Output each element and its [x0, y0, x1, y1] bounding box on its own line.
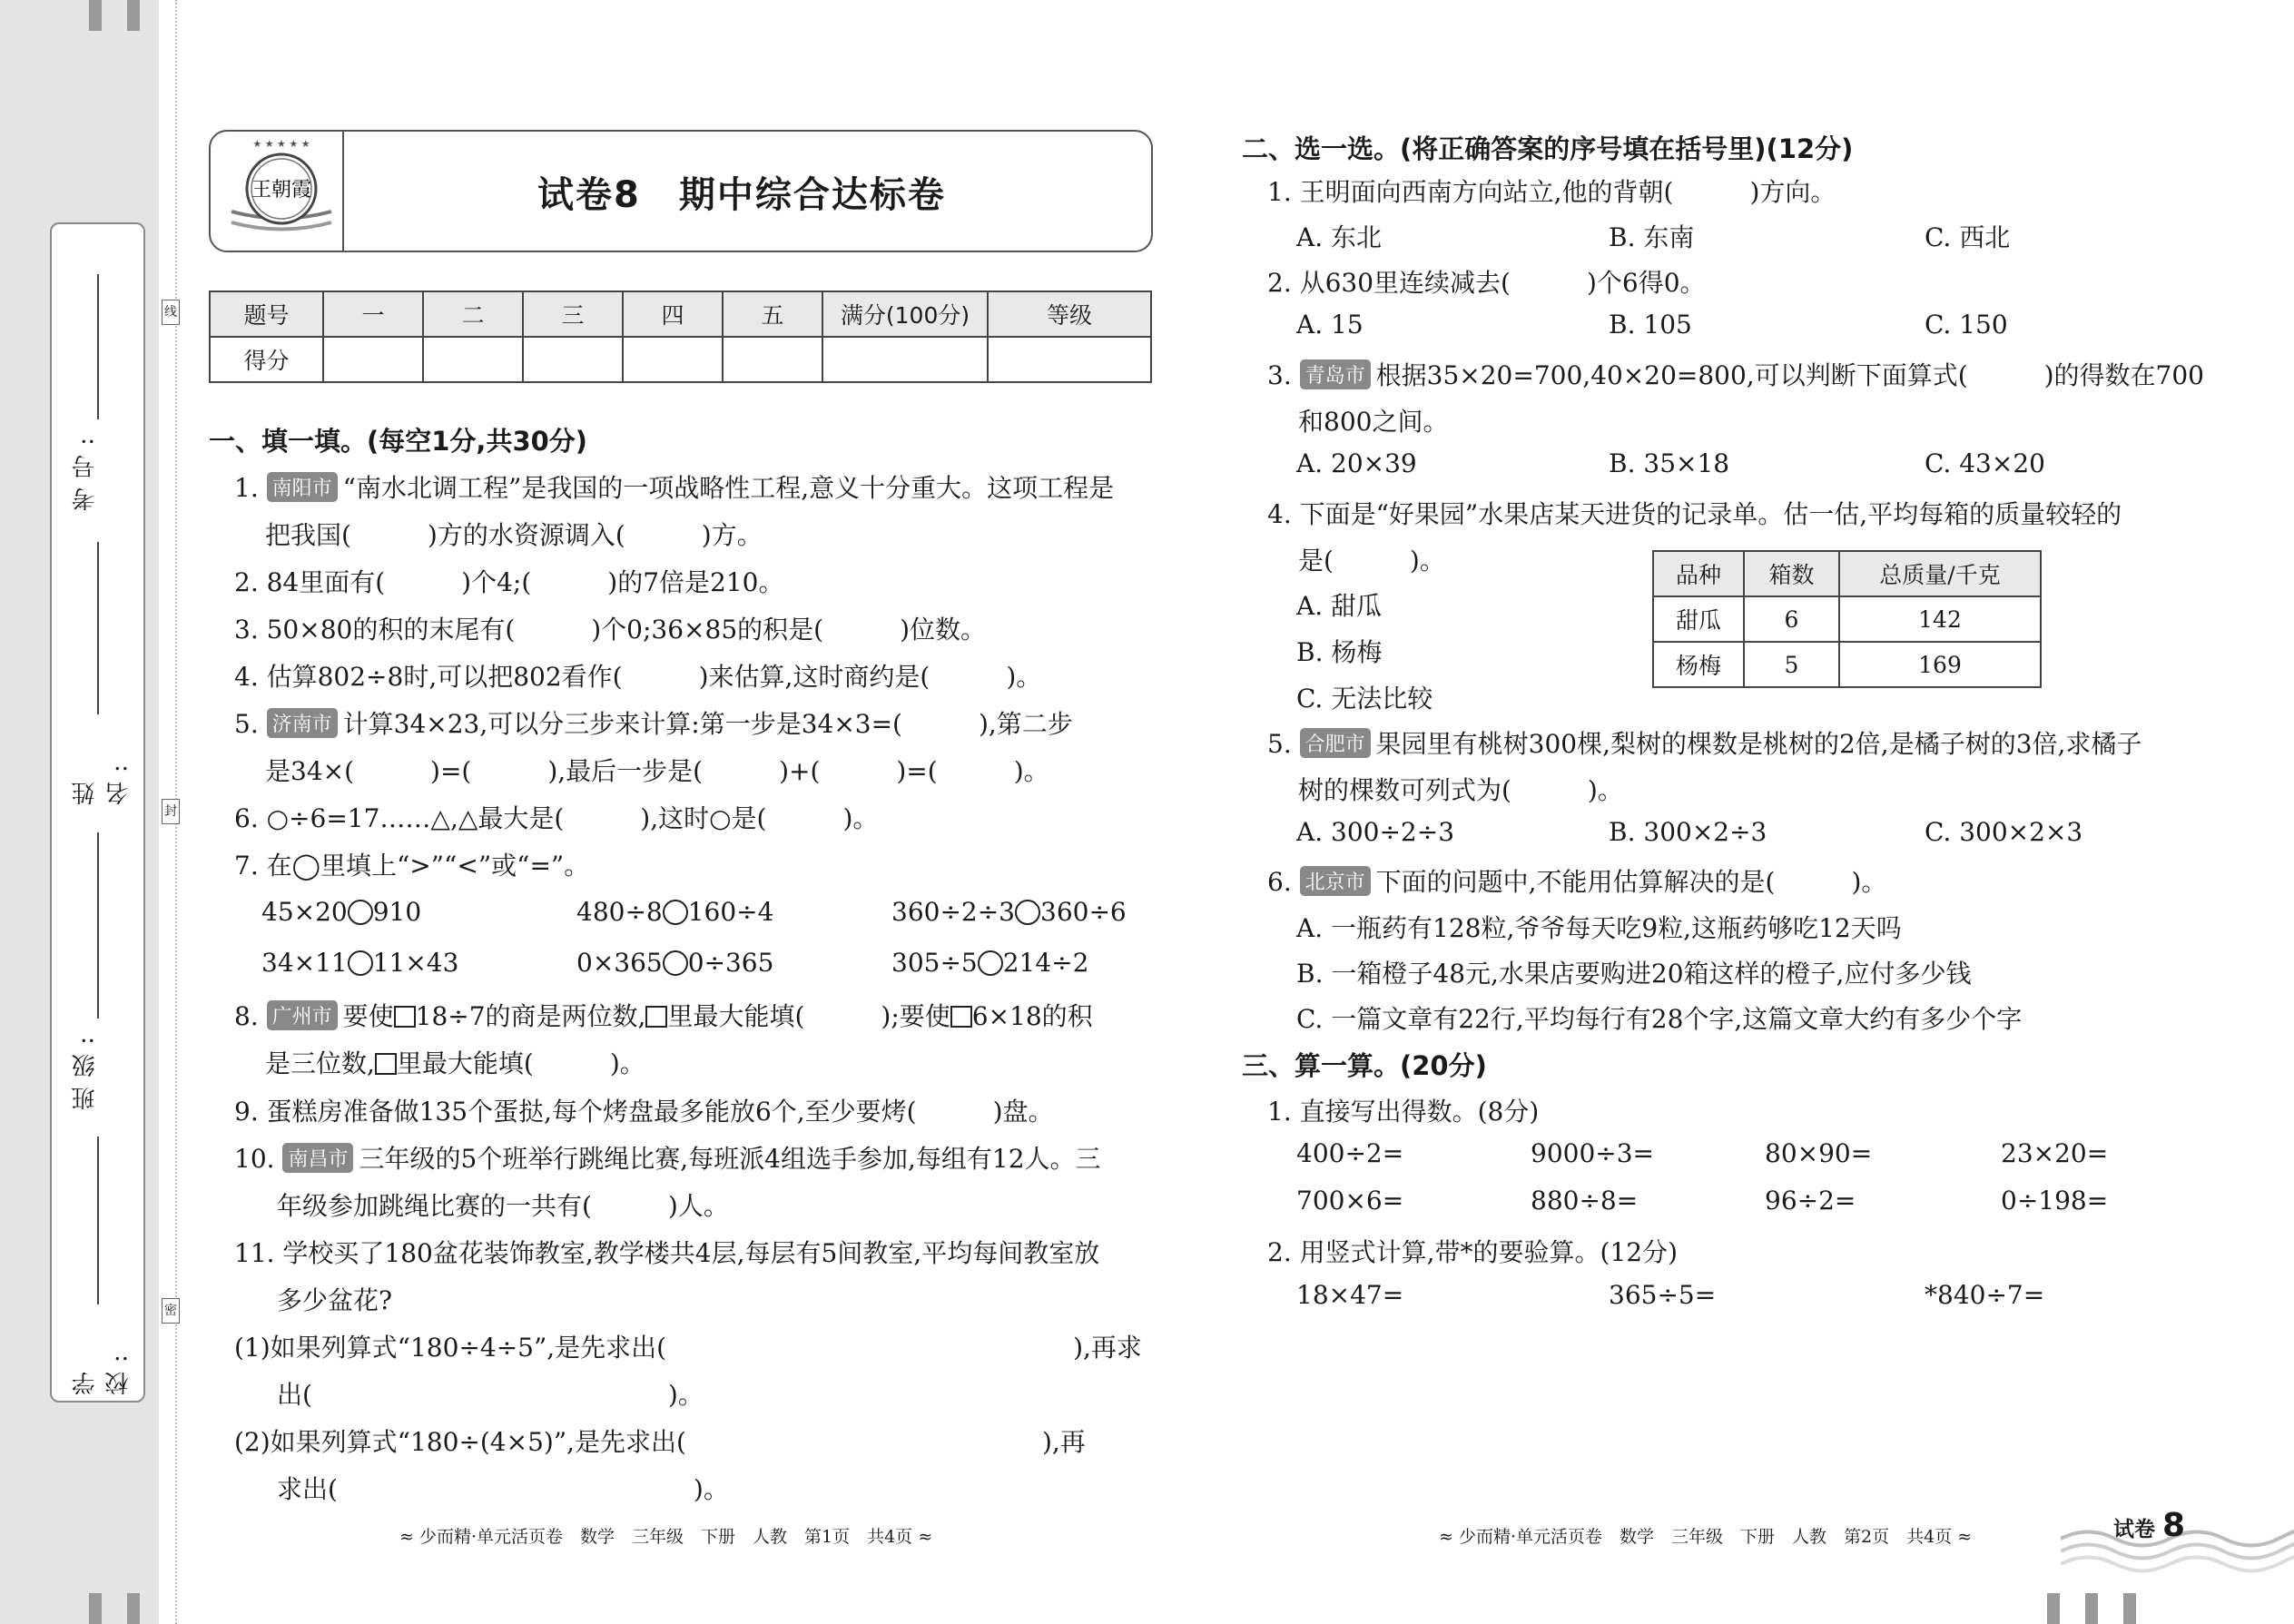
compare-item: 360÷2÷3 360÷6 — [891, 897, 1127, 927]
s2-question-6: 6. 北京市 下面的问题中,不能用估算解决的是( )。 — [1267, 867, 1887, 897]
s1-question-3: 3. 50×80的积的末尾有( )个0;36×85的积是( )位数。 — [234, 615, 986, 645]
option[interactable]: A. 一瓶药有128粒,爷爷每天吃9粒,这瓶药够吃12天吗 — [1296, 913, 1902, 943]
score-row-label: 得分 — [210, 337, 323, 382]
registration-bar — [89, 1593, 102, 1624]
fruit-cell: 甜瓜 — [1653, 596, 1744, 642]
score-header-cell: 等级 — [988, 291, 1151, 337]
question-text: 果园里有桃树300棵,梨树的棵数是桃树的2倍,是橘子树的3倍,求橘子 — [1375, 729, 2142, 759]
s1-question-11-line2: 多少盆花? — [277, 1285, 393, 1315]
region-tag: 济南市 — [267, 708, 338, 738]
cut-mark: 密 — [162, 1298, 180, 1324]
calc-item: 0÷198= — [2001, 1186, 2109, 1216]
score-cell[interactable] — [623, 337, 723, 382]
registration-bar — [2085, 1593, 2098, 1624]
s3-question-2: 2. 用竖式计算,带*的要验算。(12分) — [1267, 1237, 1678, 1267]
compare-circle[interactable] — [663, 900, 688, 925]
region-tag: 合肥市 — [1300, 728, 1371, 758]
option[interactable]: B. 东南 — [1609, 222, 1695, 252]
school-label: 学校: — [72, 1345, 133, 1395]
s1-question-9: 9. 蛋糕房准备做135个蛋挞,每个烤盘最多能放6个,至少要烤( )盘。 — [234, 1097, 1054, 1127]
svg-text:★ ★ ★ ★ ★: ★ ★ ★ ★ ★ — [252, 139, 310, 150]
calc-item: 880÷8= — [1531, 1186, 1639, 1216]
name-line — [97, 542, 99, 714]
option[interactable]: A. 20×39 — [1296, 448, 1417, 478]
exam-number-badge: 试卷 8 — [2113, 1507, 2186, 1544]
calc-item: 23×20= — [2001, 1138, 2109, 1168]
s2-question-4-line1: 4. 下面是“好果园”水果店某天进货的记录单。估一估,平均每箱的质量较轻的 — [1267, 499, 2122, 529]
compare-circle[interactable] — [348, 950, 373, 976]
s1-question-6: 6. ○÷6=17……△,△最大是( ),这时○是( )。 — [234, 803, 879, 833]
score-cell[interactable] — [988, 337, 1151, 382]
option[interactable]: C. 一篇文章有22行,平均每行有28个字,这篇文章大约有多少个字 — [1296, 1004, 2023, 1034]
name-field[interactable] — [52, 533, 147, 805]
option[interactable]: B. 300×2÷3 — [1609, 817, 1767, 847]
option[interactable]: A. 15 — [1296, 310, 1364, 340]
section-3-title: 三、算一算。(20分) — [1242, 1050, 1487, 1081]
region-tag: 南阳市 — [267, 472, 338, 502]
calc-item: 700×6= — [1296, 1186, 1404, 1216]
fruit-table-row — [1653, 642, 2041, 687]
score-header-cell: 四 — [623, 291, 723, 337]
section-1-title: 一、填一填。(每空1分,共30分) — [209, 426, 588, 457]
fruit-header-cell: 品种 — [1653, 551, 1744, 596]
s2-question-4-line2: 是( )。 — [1298, 546, 1445, 576]
exam-number-field[interactable] — [52, 261, 147, 515]
s2-question-3-line2: 和800之间。 — [1298, 407, 1449, 437]
score-cell[interactable] — [723, 337, 822, 382]
registration-bar — [127, 0, 140, 31]
score-table — [209, 290, 1152, 383]
registration-bar — [2047, 1593, 2060, 1624]
fruit-cell: 6 — [1744, 596, 1839, 642]
registration-bar — [127, 1593, 140, 1624]
question-text: 三年级的5个班举行跳绳比赛,每班派4组选手参加,每组有12人。三 — [359, 1144, 1101, 1174]
score-table-header-row — [210, 291, 1151, 337]
option[interactable]: C. 无法比较 — [1296, 684, 1433, 714]
option[interactable]: B. 一箱橙子48元,水果店要购进20箱这样的橙子,应付多少钱 — [1296, 959, 1972, 989]
blank-square[interactable] — [394, 1006, 416, 1028]
compare-circle[interactable] — [348, 900, 373, 925]
footer-left: ≈ 少而精·单元活页卷 数学 三年级 下册 人教 第1页 共4页 ≈ — [399, 1527, 933, 1547]
calc-item: 400÷2= — [1296, 1138, 1404, 1168]
score-cell[interactable] — [822, 337, 988, 382]
s1-question-10-line1: 10. 南昌市 三年级的5个班举行跳绳比赛,每班派4组选手参加,每组有12人。三 — [234, 1144, 1101, 1174]
score-header-cell: 五 — [723, 291, 822, 337]
region-tag: 南昌市 — [282, 1143, 353, 1173]
binding-strip — [0, 0, 159, 1624]
score-header-cell: 三 — [523, 291, 623, 337]
compare-item: 34×11 11×43 — [261, 948, 459, 978]
option[interactable]: C. 西北 — [1925, 222, 2011, 252]
score-header-cell: 题号 — [210, 291, 323, 337]
exam-title: 试卷8 期中综合达标卷 — [537, 174, 946, 216]
s2-question-5-line1: 5. 合肥市 果园里有桃树300棵,梨树的棵数是桃树的2倍,是橘子树的3倍,求橘子 — [1267, 729, 2142, 759]
compare-item: 0×365 0÷365 — [576, 948, 774, 978]
s1-question-5-line2: 是34×( )=( ),最后一步是( )+( )=( )。 — [265, 756, 1049, 786]
section-2-title: 二、选一选。(将正确答案的序号填在括号里)(12分) — [1242, 133, 1854, 164]
s1-question-11-part1: (1)如果列算式“180÷4÷5”,是先求出( ),再求 — [234, 1333, 1142, 1363]
score-cell[interactable] — [323, 337, 423, 382]
fruit-cell: 169 — [1839, 642, 2041, 687]
s1-question-10-line2: 年级参加跳绳比赛的一共有( )人。 — [277, 1191, 729, 1221]
region-tag: 青岛市 — [1300, 359, 1371, 389]
logo-text: 王朝霞 — [251, 179, 312, 202]
registration-bar — [2123, 1593, 2136, 1624]
question-text: 根据35×20=700,40×20=800,可以判断下面算式( )的得数在700 — [1375, 360, 2204, 390]
calc-item: 9000÷3= — [1531, 1138, 1654, 1168]
fruit-cell: 5 — [1744, 642, 1839, 687]
option[interactable]: C. 43×20 — [1925, 448, 2045, 478]
class-label: 班级: — [72, 1028, 99, 1110]
class-line — [97, 832, 99, 1019]
option[interactable]: B. 105 — [1609, 310, 1692, 340]
score-cell[interactable] — [523, 337, 623, 382]
publisher-logo — [227, 139, 336, 243]
cut-mark: 封 — [162, 799, 180, 824]
score-table-score-row — [210, 337, 1151, 382]
compare-item: 45×20 910 — [261, 897, 422, 927]
question-text: 下面的问题中,不能用估算解决的是( )。 — [1375, 867, 1887, 897]
exam-number-line — [97, 274, 99, 419]
fruit-table-header-row — [1653, 551, 2041, 596]
school-field[interactable] — [52, 1132, 147, 1395]
score-cell[interactable] — [423, 337, 523, 382]
option[interactable]: A. 甜瓜 — [1296, 591, 1383, 621]
fruit-record-table — [1652, 550, 2042, 688]
region-tag: 广州市 — [267, 1000, 338, 1030]
calc-item: 80×90= — [1765, 1138, 1873, 1168]
name-label: 姓名: — [72, 755, 133, 805]
option[interactable]: A. 300÷2÷3 — [1296, 817, 1455, 847]
s1-question-11-line1: 11. 学校买了180盆花装饰教室,教学楼共4层,每层有5间教室,平均每间教室放 — [234, 1238, 1100, 1268]
compare-circle[interactable] — [663, 950, 688, 976]
s2-question-5-line2: 树的棵数可列式为( )。 — [1298, 775, 1623, 805]
school-line — [97, 1137, 99, 1304]
logo-divider — [342, 132, 344, 251]
s1-question-1-line1: 1. 南阳市 “南水北调工程”是我国的一项战略性工程,意义十分重大。这项工程是 — [234, 473, 1115, 503]
fruit-header-cell: 总质量/千克 — [1839, 551, 2041, 596]
calc-item: 365÷5= — [1609, 1280, 1717, 1310]
fruit-cell: 142 — [1839, 596, 2041, 642]
blank-square[interactable] — [645, 1006, 667, 1028]
calc-item: 96÷2= — [1765, 1186, 1856, 1216]
footer-right: ≈ 少而精·单元活页卷 数学 三年级 下册 人教 第2页 共4页 ≈ — [1439, 1527, 1973, 1547]
score-header-cell: 满分(100分) — [822, 291, 988, 337]
s1-question-11-part1-cont: 出( )。 — [277, 1380, 704, 1410]
score-header-cell: 二 — [423, 291, 523, 337]
s1-question-2: 2. 84里面有( )个4;( )的7倍是210。 — [234, 567, 784, 597]
fruit-table-row — [1653, 596, 2041, 642]
s2-question-1: 1. 王明面向西南方向站立,他的背朝( )方向。 — [1267, 177, 1836, 207]
s1-question-8-line2: 是三位数, 里最大能填( )。 — [265, 1048, 645, 1078]
fruit-header-cell: 箱数 — [1744, 551, 1839, 596]
option[interactable]: B. 杨梅 — [1296, 637, 1383, 667]
s1-question-8-line1: 8. 广州市 要使 18÷7的商是两位数, 里最大能填( );要使 6×18的积 — [234, 1001, 1093, 1031]
compare-item: 480÷8 160÷4 — [576, 897, 774, 927]
s3-question-1: 1. 直接写出得数。(8分) — [1267, 1097, 1540, 1127]
s1-question-5-line1: 5. 济南市 计算34×23,可以分三步来计算:第一步是34×3=( ),第二步 — [234, 709, 1073, 739]
s1-question-11-part2-cont: 求出( )。 — [277, 1474, 729, 1504]
registration-bar — [89, 0, 102, 31]
s1-question-4: 4. 估算802÷8时,可以把802看作( )来估算,这时商约是( )。 — [234, 662, 1042, 692]
calc-item: *840÷7= — [1925, 1280, 2045, 1310]
s1-question-7: 7. 在◯里填上“>”“<”或“=”。 — [234, 851, 590, 881]
compare-circle[interactable] — [978, 950, 1003, 976]
compare-circle[interactable] — [1015, 900, 1040, 925]
calc-item: 18×47= — [1296, 1280, 1404, 1310]
student-info-panel — [50, 222, 145, 1403]
exam-number-label: 考号: — [72, 428, 99, 511]
option[interactable]: B. 35×18 — [1609, 448, 1730, 478]
cut-mark: 线 — [162, 300, 180, 325]
score-header-cell: 一 — [323, 291, 423, 337]
s2-question-2: 2. 从630里连续减去( )个6得0。 — [1267, 268, 1706, 298]
option[interactable]: C. 150 — [1925, 310, 2008, 340]
s1-question-11-part2: (2)如果列算式“180÷(4×5)”,是先求出( ),再 — [234, 1427, 1086, 1457]
question-text: “南水北调工程”是我国的一项战略性工程,意义十分重大。这项工程是 — [342, 473, 1115, 503]
s1-question-1-line2: 把我国( )方的水资源调入( )方。 — [265, 520, 763, 550]
compare-item: 305÷5 214÷2 — [891, 948, 1089, 978]
blank-square[interactable] — [950, 1006, 972, 1028]
title-box — [209, 130, 1153, 252]
option[interactable]: A. 东北 — [1296, 222, 1383, 252]
region-tag: 北京市 — [1300, 866, 1371, 896]
fruit-cell: 杨梅 — [1653, 642, 1744, 687]
blank-square[interactable] — [375, 1053, 397, 1075]
s2-question-3-line1: 3. 青岛市 根据35×20=700,40×20=800,可以判断下面算式( )的得数在700 — [1267, 360, 2204, 390]
option[interactable]: C. 300×2×3 — [1925, 817, 2083, 847]
question-text: 计算34×23,可以分三步来计算:第一步是34×3=( ),第二步 — [342, 709, 1073, 739]
class-field[interactable] — [52, 823, 147, 1114]
